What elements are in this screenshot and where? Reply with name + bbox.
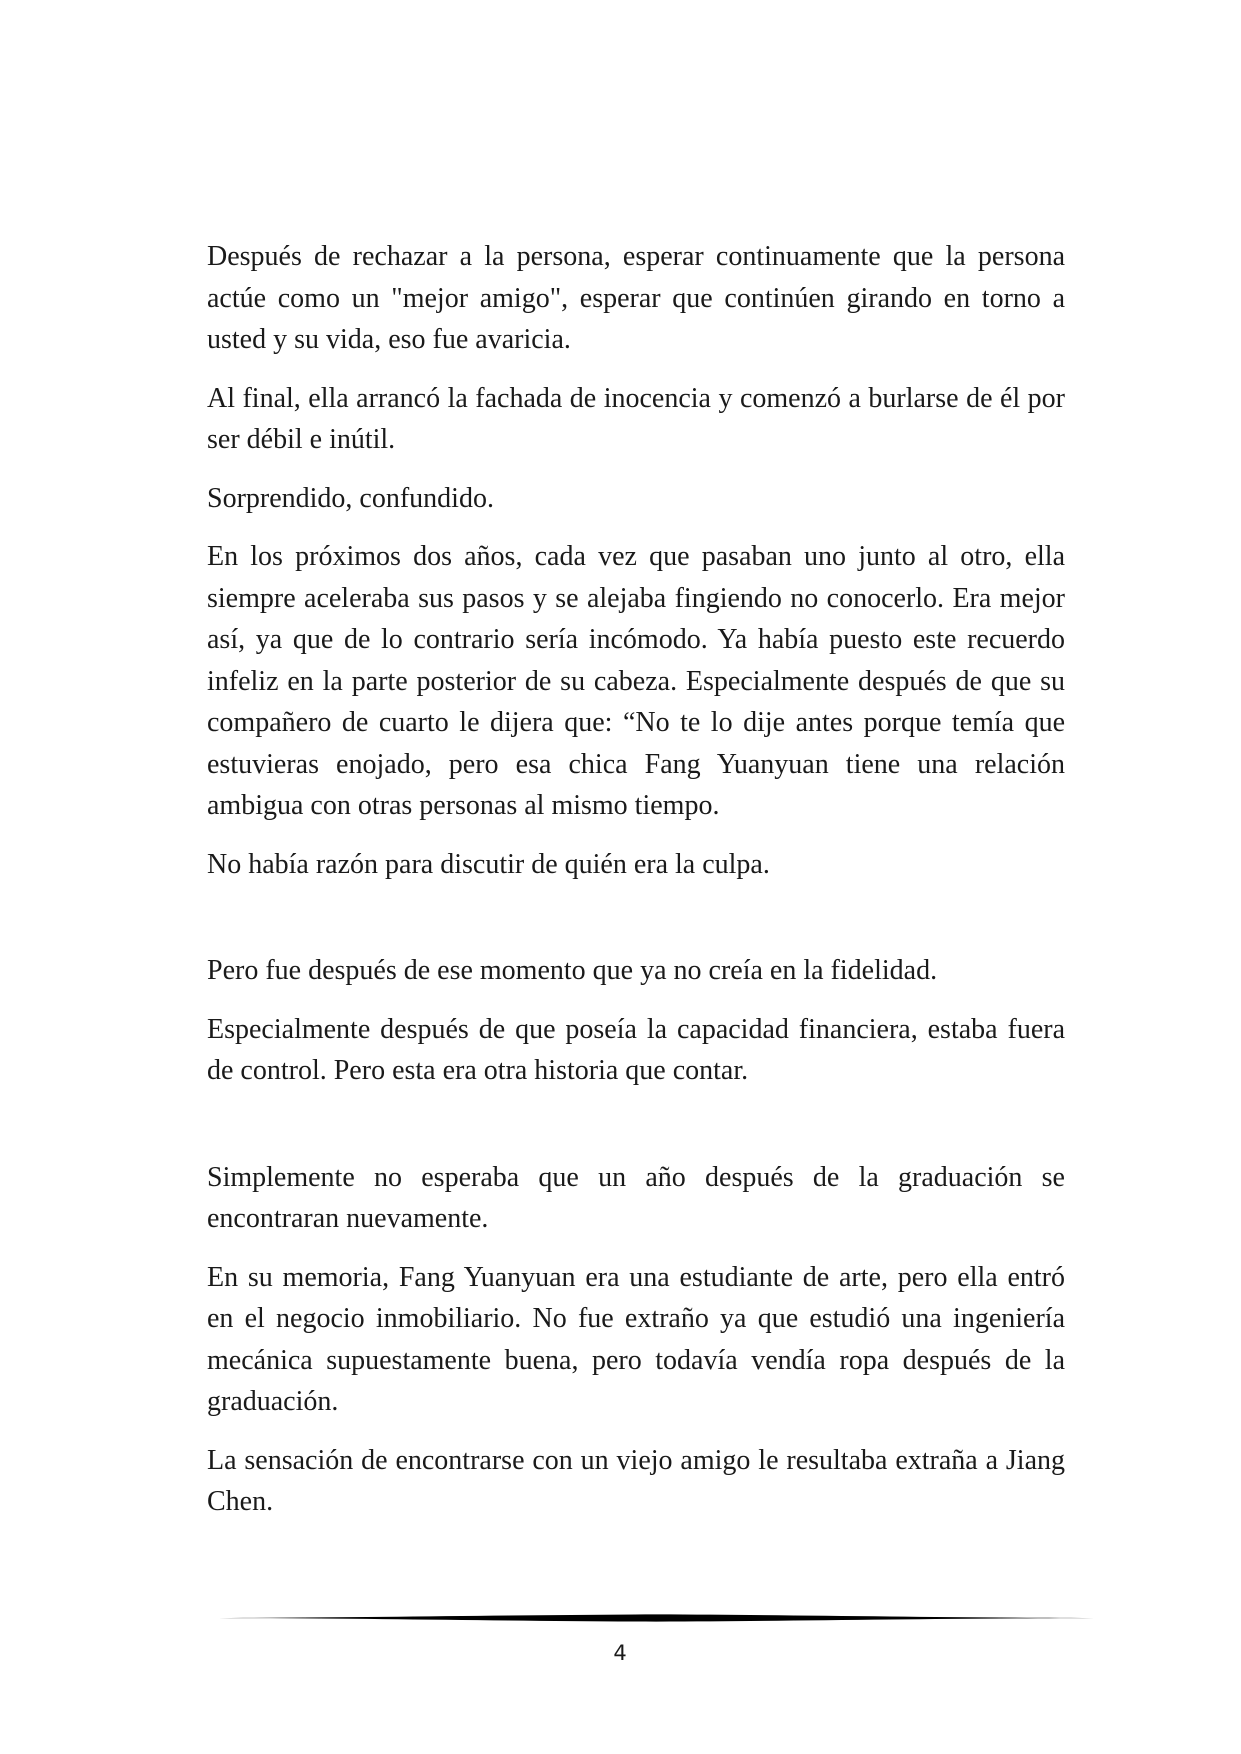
paragraph: Especialmente después de que poseía la capacidad financiera, estaba fuera de control. Pero esta era otra historia que contar. — [207, 1013, 1065, 1086]
paragraph: Sorprendido, confundido. — [207, 482, 494, 514]
footer-rule-shape — [206, 1614, 1106, 1621]
paragraph: Después de rechazar a la persona, esperar continuamente que la persona actúe como un "mejor amigo", esperar que continúen girando en torno a usted y su vida, eso fue avaricia. — [207, 241, 1065, 355]
page-number: 4 — [613, 1641, 627, 1665]
paragraph: Pero fue después de ese momento que ya no creía en la fidelidad. — [207, 955, 938, 986]
footer-rule — [206, 1612, 1106, 1624]
paragraph: La sensación de encontrarse con un viejo amigo le resultaba extraña a Jiang Chen. — [207, 1444, 1065, 1517]
paragraph: Al final, ella arrancó la fachada de inocencia y comenzó a burlarse de él por ser débil e inútil. — [207, 382, 1065, 455]
paragraph: En los próximos dos años, cada vez que pasaban uno junto al otro, ella siempre aceleraba sus pasos y se alejaba fingiendo no conocerlo. Era mejor así, ya que de lo contrario sería incómodo. Ya había puesto este recuerdo infeliz en la parte posterior de su cabeza. Especialmente después de que su compañero de cuarto le dijera que: “No te lo dije antes porque temía que estuvieras enojado, pero esa chica Fang Yuanyuan tiene una relación ambigua con otras personas al mismo tiempo. — [207, 541, 1065, 821]
paragraph: Simplemente no esperaba que un año después de la graduación se encontraran nuevamente. — [207, 1161, 1065, 1234]
paragraph: No había razón para discutir de quién era la culpa. — [207, 848, 770, 880]
page-body — [207, 236, 1065, 1540]
paragraph: En su memoria, Fang Yuanyuan era una estudiante de arte, pero ella entró en el negocio inmobiliario. No fue extraño ya que estudió una ingeniería mecánica supuestamente buena, pero todavía vendía ropa después de la graduación. — [207, 1261, 1065, 1417]
